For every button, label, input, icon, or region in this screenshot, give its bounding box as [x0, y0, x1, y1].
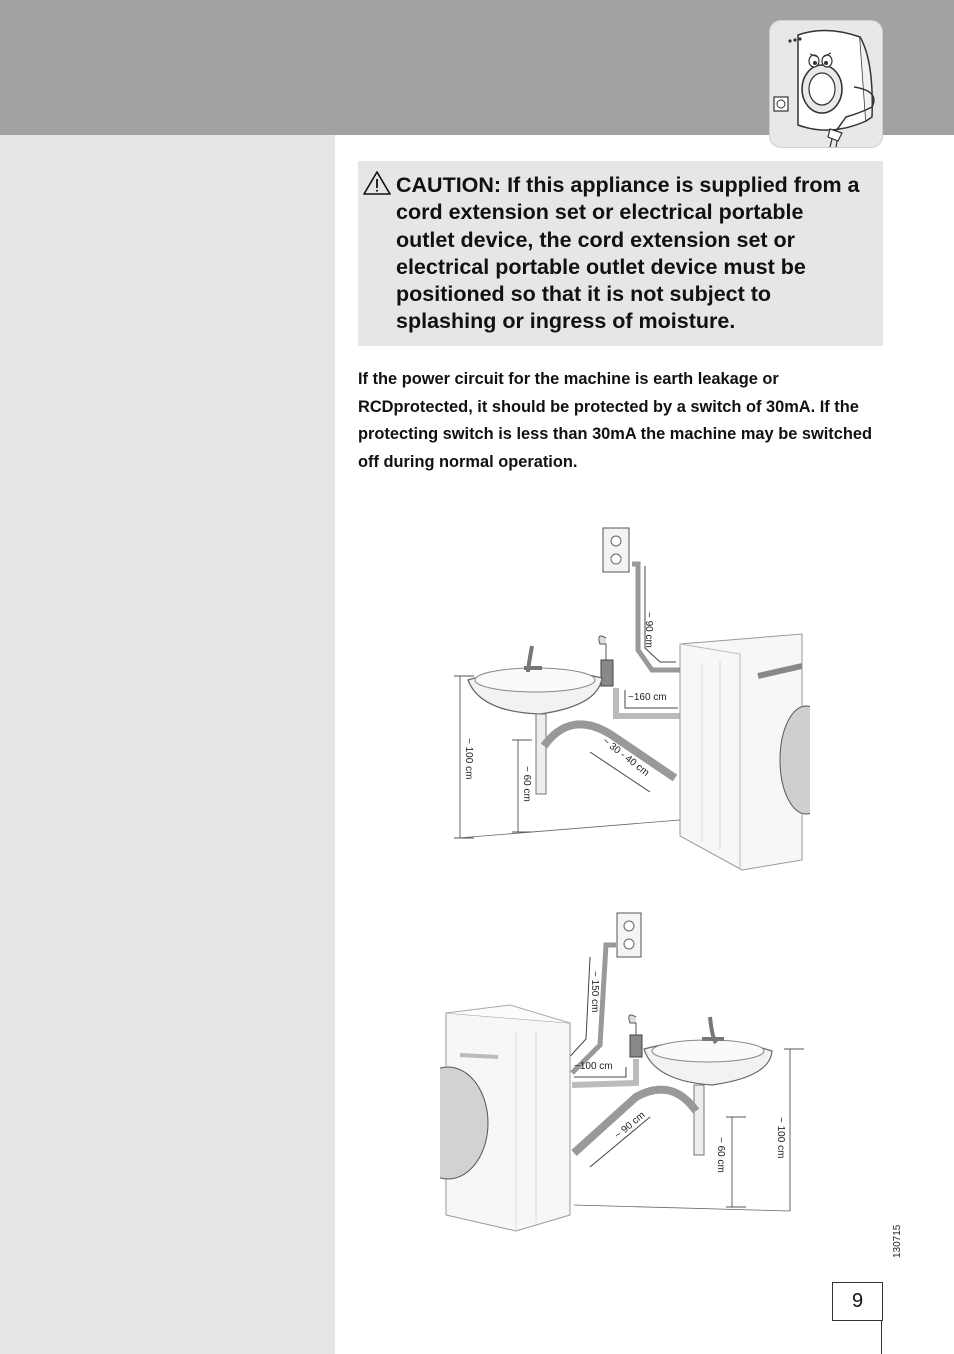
page-number: 9 — [832, 1282, 883, 1321]
document-code — [884, 1218, 924, 1258]
dim-label-tap: ~100 cm — [574, 1061, 613, 1072]
installation-diagram-machine-left — [440, 905, 810, 1235]
washing-machine-icon — [680, 634, 810, 870]
dim-label-drain-height: ~ 60 cm — [715, 1137, 726, 1173]
dim-label-outlet: ~ 90 cm — [643, 612, 654, 648]
installation-diagram-machine-right — [440, 520, 810, 880]
dim-label-sink-height: ~ 100 cm — [775, 1117, 786, 1159]
sink-icon — [468, 646, 602, 794]
washing-machine-icon — [440, 1005, 570, 1231]
washing-machine-mascot-icon — [769, 20, 883, 148]
page-number-rule — [881, 1321, 882, 1354]
rcd-paragraph: If the power circuit for the machine is earth leakage or RCDprotected, it should be protected by a switch of 30mA. If the protecting switch is less than 30mA the machine may be switched off during normal operation. — [358, 370, 873, 471]
caution-text: CAUTION: If this appliance is supplied from a cord extension set or electrical portable outlet device, the cord extension set or electrical portable outlet device must be positioned so that it is not subject to splashing or ingress of moisture. — [396, 173, 860, 334]
dim-label-tap: ~160 cm — [628, 692, 667, 703]
water-tap-icon — [629, 1015, 642, 1057]
dim-label-drain-height: ~ 60 cm — [521, 766, 532, 802]
dim-label-sink-height: ~ 100 cm — [463, 738, 474, 780]
left-margin-column — [0, 135, 335, 1354]
dim-label-outlet: ~ 150 cm — [589, 971, 600, 1013]
wall-outlet-icon — [603, 528, 629, 572]
svg-text:130715: 130715 — [892, 1224, 903, 1258]
wall-outlet-icon — [617, 913, 641, 957]
warning-triangle-icon — [362, 170, 392, 196]
dim-label-drain-length: ~ 30 - 40 cm — [600, 735, 651, 779]
dim-label-drain-length: ~ 90 cm — [612, 1109, 648, 1142]
